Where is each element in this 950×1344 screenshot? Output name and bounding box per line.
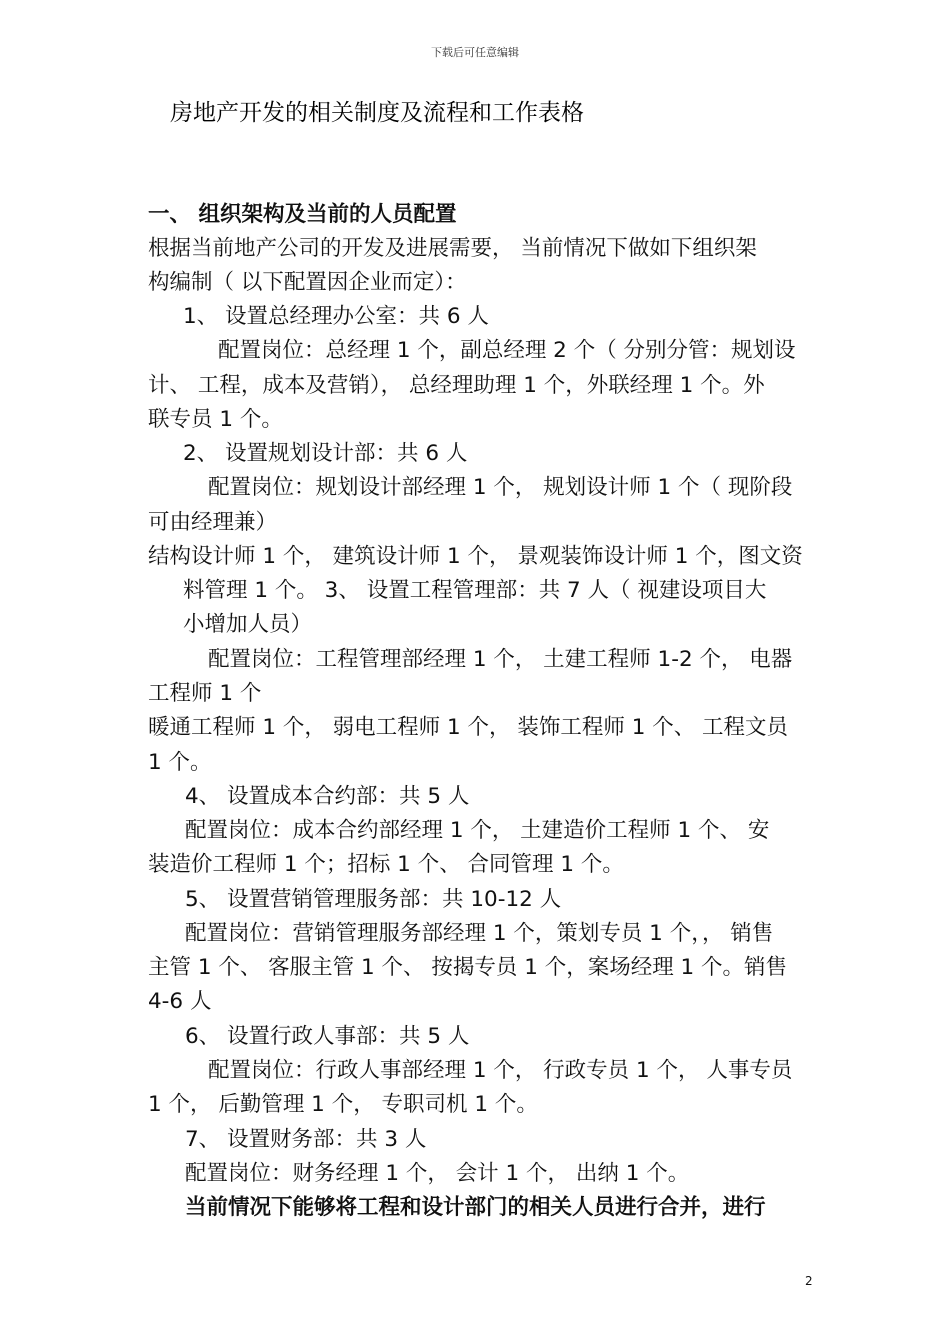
body-line: 配置岗位：工程管理部经理 1 个， 土建工程师 1-2 个， 电器 [208,647,793,672]
item-heading: 1、 设置总经理办公室：共 6 人 [183,304,489,329]
body-line: 配置岗位：总经理 1 个，副总经理 2 个（ 分别分管：规划设 [218,338,796,363]
body-line: 1 个。 [148,750,212,775]
body-line: 配置岗位：财务经理 1 个， 会计 1 个， 出纳 1 个。 [185,1161,690,1186]
item-heading: 2、 设置规划设计部：共 6 人 [183,441,468,466]
body-line: 小增加人员） [183,612,313,637]
body-line: 主管 1 个、 客服主管 1 个、 按揭专员 1 个，案场经理 1 个。销售 [148,955,788,980]
item-heading: 4、 设置成本合约部：共 5 人 [185,784,470,809]
body-line: 配置岗位：规划设计部经理 1 个， 规划设计师 1 个（ 现阶段 [208,475,793,500]
item-heading: 6、 设置行政人事部：共 5 人 [185,1024,470,1049]
section-heading: 一、 组织架构及当前的人员配置 [148,202,457,227]
body-line: 可由经理兼） [148,510,278,535]
body-line: 1 个， 后勤管理 1 个， 专职司机 1 个。 [148,1092,538,1117]
body-line: 工程师 1 个 [148,681,262,706]
body-line: 4-6 人 [148,989,212,1014]
body-line: 装造价工程师 1 个；招标 1 个、 合同管理 1 个。 [148,852,624,877]
body-line: 配置岗位：营销管理服务部经理 1 个，策划专员 1 个，， 销售 [185,921,774,946]
item-heading: 5、 设置营销管理服务部：共 10-12 人 [185,887,562,912]
item-heading: 7、 设置财务部：共 3 人 [185,1127,427,1152]
page-number: 2 [805,1274,813,1288]
body-line: 计、 工程，成本及营销）， 总经理助理 1 个，外联经理 1 个。外 [148,373,765,398]
body-line-bold: 当前情况下能够将工程和设计部门的相关人员进行合并，进行 [185,1195,766,1220]
body-line: 结构设计师 1 个， 建筑设计师 1 个， 景观装饰设计师 1 个，图文资 [148,544,803,569]
body-line: 暖通工程师 1 个， 弱电工程师 1 个， 装饰工程师 1 个、 工程文员 [148,715,789,740]
body-line: 配置岗位：行政人事部经理 1 个， 行政专员 1 个， 人事专员 [208,1058,793,1083]
item-heading: 料管理 1 个。 3、 设置工程管理部：共 7 人（ 视建设项目大 [183,578,767,603]
body-line: 配置岗位：成本合约部经理 1 个， 土建造价工程师 1 个、 安 [185,818,770,843]
body-line: 联专员 1 个。 [148,407,283,432]
document-title: 房地产开发的相关制度及流程和工作表格 [170,100,584,126]
page-header-note: 下载后可任意编辑 [431,46,519,59]
body-line: 构编制（ 以下配置因企业而定）： [148,270,467,295]
body-line: 根据当前地产公司的开发及进展需要， 当前情况下做如下组织架 [148,236,757,261]
